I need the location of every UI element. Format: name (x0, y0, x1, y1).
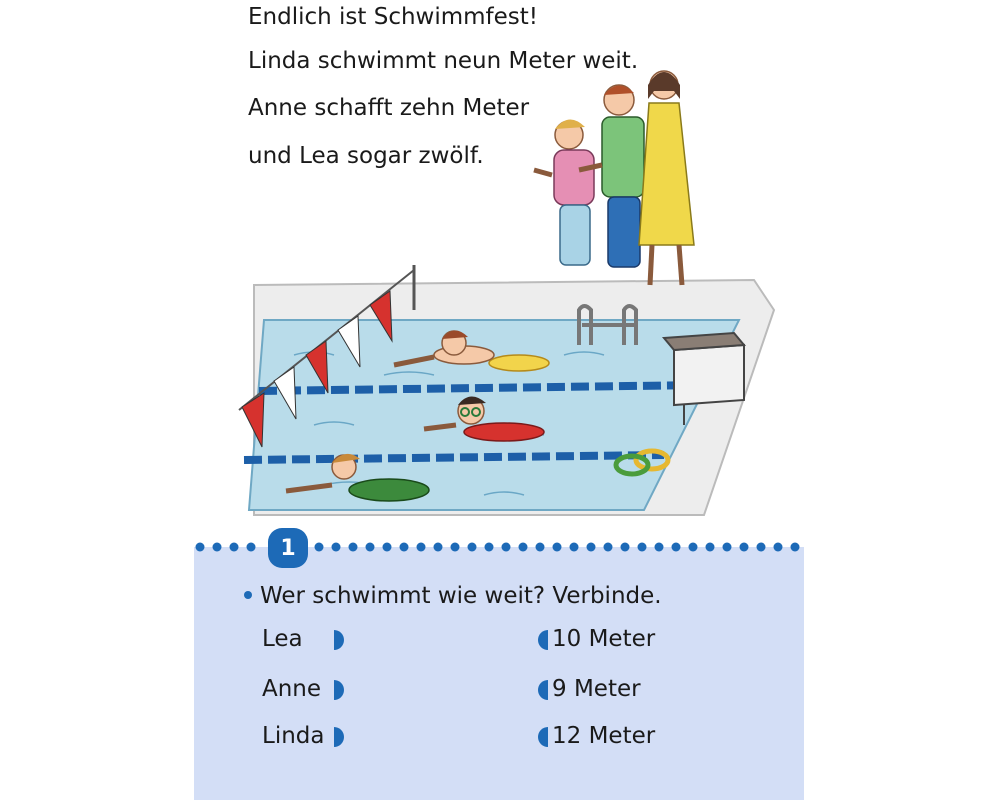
name-lea: Lea (262, 626, 303, 652)
divider-dot (213, 543, 222, 552)
divider-dot (706, 543, 715, 552)
spectator-girl (534, 119, 594, 265)
distance-9: 9 Meter (552, 676, 641, 702)
divider-dot (366, 543, 375, 552)
divider-dot (740, 543, 749, 552)
story-line-1: Endlich ist Schwimmfest! (248, 4, 539, 30)
divider-dot (485, 543, 494, 552)
task-instruction-text: Wer schwimmt wie weit? Verbinde. (260, 583, 662, 609)
divider-dot (604, 543, 613, 552)
divider-dot (451, 543, 460, 552)
divider-dot (315, 543, 324, 552)
divider-dot (230, 543, 239, 552)
name-anne: Anne (262, 676, 322, 702)
divider-dot (196, 543, 205, 552)
divider-dot (400, 543, 409, 552)
divider-dot (791, 543, 800, 552)
divider-dot (502, 543, 511, 552)
divider-dot (587, 543, 596, 552)
bullet-icon (244, 591, 252, 599)
divider-dot (434, 543, 443, 552)
divider-dot (757, 543, 766, 552)
divider-dot (638, 543, 647, 552)
divider-dot (332, 543, 341, 552)
divider-dot (349, 543, 358, 552)
divider-dot (655, 543, 664, 552)
divider-dot (723, 543, 732, 552)
divider-dot (672, 543, 681, 552)
distance-12: 12 Meter (552, 723, 656, 749)
pool-illustration (234, 55, 804, 525)
divider-dot (774, 543, 783, 552)
distance-10: 10 Meter (552, 626, 656, 652)
divider-dot (247, 543, 256, 552)
exercise-number-badge: 1 (268, 528, 308, 568)
divider-dot (621, 543, 630, 552)
divider-dot (468, 543, 477, 552)
divider-dot (383, 543, 392, 552)
divider-dot (519, 543, 528, 552)
story-line-2: Linda schwimmt neun Meter weit. (248, 48, 639, 74)
divider-dot (689, 543, 698, 552)
story-line-4: und Lea sogar zwölf. (248, 143, 484, 169)
divider-dot (536, 543, 545, 552)
worksheet-page (194, 0, 804, 800)
spectator-woman (639, 71, 694, 285)
name-linda: Linda (262, 723, 325, 749)
divider-dot (570, 543, 579, 552)
task-instruction (244, 583, 662, 609)
story-line-3: Anne schafft zehn Meter (248, 95, 530, 121)
divider-dot (417, 543, 426, 552)
divider-dot (553, 543, 562, 552)
